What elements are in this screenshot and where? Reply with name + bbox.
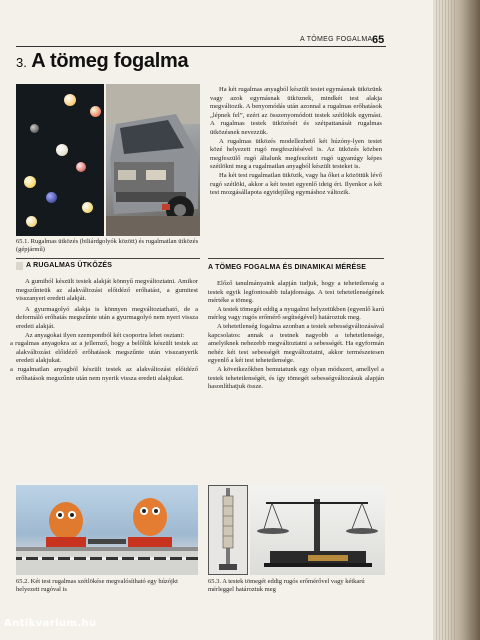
section2-paragraph: A testek tömegét eddig a nyugalmi helyzetükben (egyenlő karú mérleg vagy rugós erőmérő segítségével) határoztuk meg. — [208, 305, 384, 322]
page-edge-lines — [436, 0, 456, 640]
balance-illustration — [250, 485, 385, 575]
carts-illustration — [16, 485, 198, 575]
balance-photo — [250, 485, 385, 575]
spring-scale-illustration — [209, 486, 247, 574]
section1-paragraph: A gyurmagolyó alakja is könnyen megváltoztatható, de a deformáló erőhatás megszűnte után a gyurmagolyó nem nyeri vissza eredeti alakját. — [16, 305, 198, 330]
section1-paragraph: A gumiból készült testek alakját könnyű megváltoztatni. Amikor megszűnteük az alakváltozást előidéző erőhatást, a gumitest visszanyeri eredeti alakját. — [16, 278, 198, 303]
section2-paragraph: Előző tanulmányaink alapján tudjuk, hogy a tehetetlenség a testek egyik legfontosabb tulajdonsága. A test tehetetlenségének mértéke a tömeg. — [208, 280, 384, 305]
chapter-title-text: A tömeg fogalma — [31, 50, 189, 72]
section-heading-tomeg-fogalma: A TÖMEG FOGALMA ÉS DINAMIKAI MÉRÉSE — [208, 264, 367, 271]
section1-bullet: a rugalmas anyagokra az a jellemző, hogy a belőlük készült testek az alakváltozást előidéző erőhatások megszűnte után visszanyerik eredeti alakjukat. — [10, 340, 198, 365]
section-marker — [16, 262, 23, 270]
section2-paragraph: A tehetetlenség fogalma azonban a testek sebességváltozásával kapcsolatos: annak a testnek nagyobb a tehetetlensége, amelyiknek nehezebb megváltoztatni a sebességét. Ha egyformán nehéz két test sebességét megváltoztatni, akkor természetesen egyenlő a két test tehetetlensége. — [208, 322, 384, 365]
section-heading-rugalmas-utkozes: A RUGALMAS ÜTKÖZÉS — [26, 262, 113, 269]
figure-caption-2: 65.2. Két test rugalmas szétlökése megvalósítható egy húzójkt helyezett rugóval is — [16, 578, 178, 593]
intro-text — [210, 86, 382, 198]
watermark: Antikvarium.hu — [4, 618, 97, 629]
page-number: 65 — [372, 34, 385, 46]
section2-text — [208, 280, 384, 392]
section-rule — [16, 258, 200, 259]
intro-paragraph: Ha két rugalmas anyagból készült testet egymásnak ütközünk vagy azok egymásnak ütköznek, mindkét test alakja megváltozik. A benyomódás után azonnal a rugalmas erőhatások „lépnek fel”, ezért az összenyomódott testek szétlökik egymást. A rugalmas testek ütközését és szétpattanását rugalmas ütközésnek nevezzük. — [210, 86, 382, 136]
section1-paragraph: Az anyagokat ilyen szempontból két csoportra lehet osztani: — [25, 331, 185, 339]
intro-paragraph: A rugalmas ütközés modellezhető két húzóny-lyen testet közé helyezett rugó megfeszítésével is. Az ütközés közben megfeszülő rugó általunk megfeszített rugó ugyanúgy képes szétlökni meg a rugalmatlan anyagból készült testeket is. — [210, 137, 382, 171]
figure-caption-3: 65.3. A testek tömegét eddig rugós erőmérővel vagy kétkarú mérleggel határoztuk meg — [208, 578, 365, 593]
section2-paragraph: A következőkben bemutatunk egy olyan módszert, amellyel a testek tehetetlenségét, és így tömegét sebességváltozásuk alapján hasonlíthatjuk össze. — [208, 365, 384, 391]
spring-carts-photo — [16, 485, 198, 575]
spring-scale-photo — [208, 485, 248, 575]
crashed-car-photo — [106, 84, 200, 236]
section1-bullet: a rugalmatlan anyagból készült testek az alakváltozást előidéző erőhatások megszűnte után nem nyerik vissza eredeti alakjukat. — [10, 365, 198, 382]
car-illustration — [106, 84, 200, 236]
billiard-balls-photo — [16, 84, 104, 236]
header-rule — [16, 46, 386, 47]
running-header: A TÖMEG FOGALMA — [300, 36, 373, 43]
chapter-number: 3. — [16, 55, 27, 70]
section-rule — [208, 258, 384, 259]
section1-text — [10, 278, 198, 383]
figure-caption-1: 65.1. Rugalmas ütközés (biliárdgolyók között) és rugalmatlan ütközés (gépjármű) — [16, 238, 199, 253]
intro-paragraph: Ha két test rugalmatlan ütközik, vagy ha őket a közöttük lévő rugó szétlöki, akkor a két testet egyenlő ideig éri. Ilyenkor a két test mozgásállapota egyidejűleg egymáshoz változik. — [210, 171, 382, 197]
chapter-title — [16, 50, 188, 73]
